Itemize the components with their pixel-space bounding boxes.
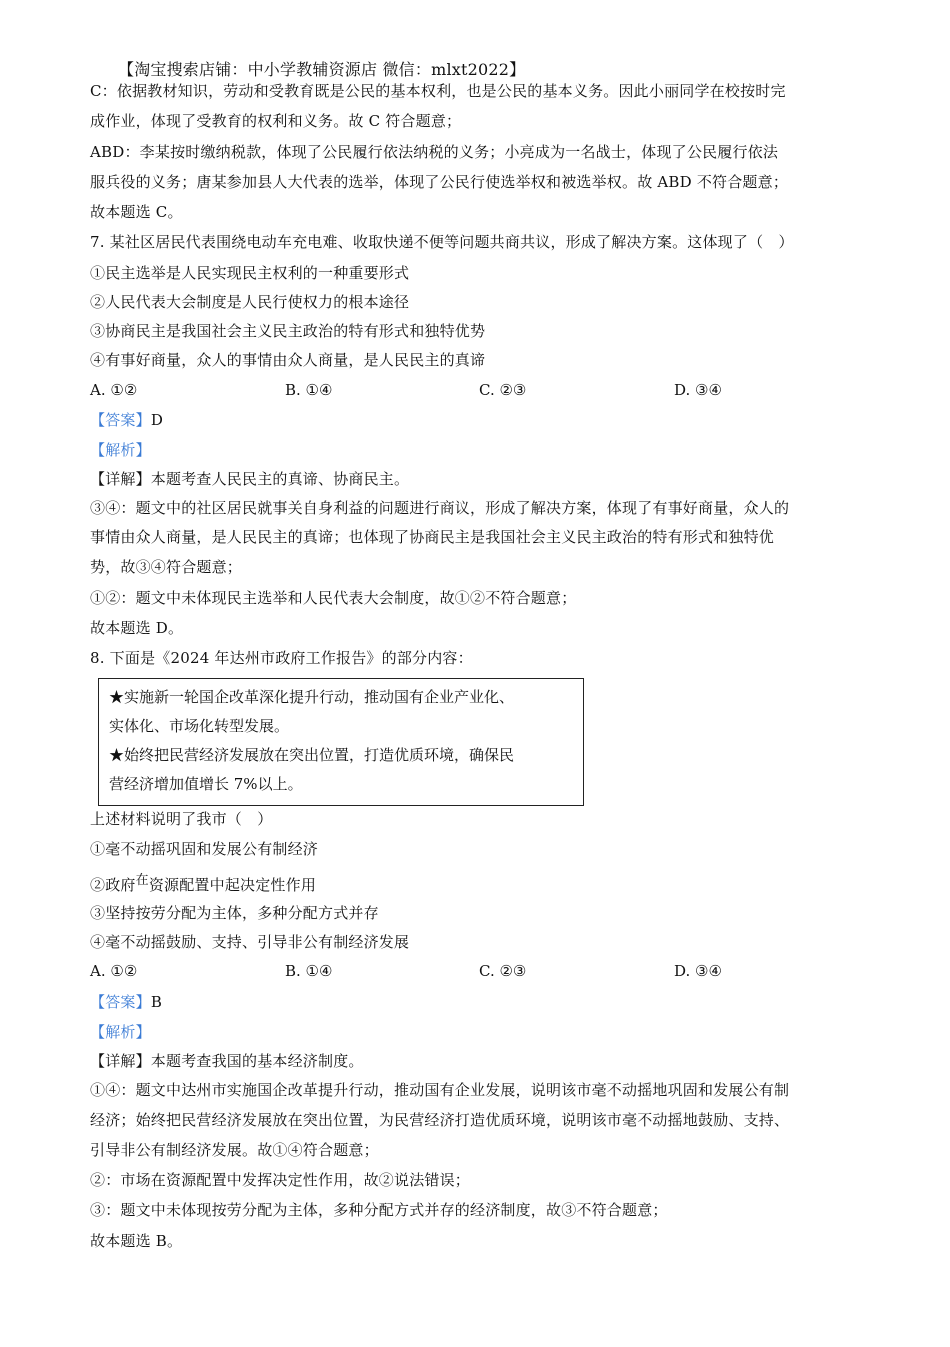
q8-statement-1: ①毫不动摇巩固和发展公有制经济 bbox=[90, 840, 319, 858]
q8-explanation-line: 引导非公有制经济发展。故①④符合题意； bbox=[90, 1141, 379, 1159]
q8-material-box bbox=[98, 678, 584, 806]
q8-explanation-line: ③：题文中未体现按劳分配为主体，多种分配方式并存的经济制度，故③不符合题意； bbox=[90, 1201, 668, 1219]
watermark-header: 【淘宝搜索店铺：中小学教辅资源店 微信：mlxt2022】 bbox=[118, 60, 526, 79]
q8-statement-4: ④毫不动摇鼓励、支持、引导非公有制经济发展 bbox=[90, 933, 410, 951]
q7-detail: 【详解】本题考查人民民主的真谛、协商民主。 bbox=[90, 470, 410, 488]
q7-explanation-line: ③④：题文中的社区居民就事关自身利益的问题进行商议，形成了解决方案，体现了有事好商量，众人的 bbox=[90, 499, 790, 517]
q8-stem: 8. 下面是《2024 年达州市政府工作报告》的部分内容： bbox=[90, 649, 473, 667]
material-line: 营经济增加值增长 7%以上。 bbox=[109, 775, 303, 793]
answer-value: D bbox=[150, 411, 164, 429]
q6-explanation-line: ABD：李某按时缴纳税款，体现了公民履行依法纳税的义务；小亮成为一名战士，体现了公民履行依法 bbox=[90, 143, 779, 161]
q8-explanation-line: 经济；始终把民营经济发展放在突出位置，为民营经济打造优质环境，说明该市毫不动摇地鼓励、支持、 bbox=[90, 1111, 790, 1129]
q8-option-c: C. ②③ bbox=[479, 962, 527, 980]
q8-statement-3: ③坚持按劳分配为主体，多种分配方式并存 bbox=[90, 904, 379, 922]
q8-option-d: D. ③④ bbox=[674, 962, 722, 980]
q8-statement-2: ②政府在资源配置中起决定性作用 bbox=[90, 873, 317, 894]
q7-conclusion: 故本题选 D。 bbox=[90, 619, 184, 637]
q7-statement-3: ③协商民主是我国社会主义民主政治的特有形式和独特优势 bbox=[90, 322, 486, 340]
material-line: ★实施新一轮国企改革深化提升行动，推动国有企业产业化、 bbox=[109, 688, 515, 706]
q8-detail: 【详解】本题考查我国的基本经济制度。 bbox=[90, 1052, 364, 1070]
q8-conclusion: 故本题选 B。 bbox=[90, 1232, 183, 1250]
q7-statement-4: ④有事好商量，众人的事情由众人商量，是人民民主的真谛 bbox=[90, 351, 486, 369]
material-line: ★始终把民营经济发展放在突出位置，打造优质环境，确保民 bbox=[109, 746, 515, 764]
q7-analysis-label: 【解析】 bbox=[90, 441, 151, 459]
q8-option-a: A. ①② bbox=[90, 962, 138, 980]
q8-prompt: 上述材料说明了我市（ ） bbox=[90, 810, 273, 828]
q7-option-c: C. ②③ bbox=[479, 381, 527, 399]
material-line: 实体化、市场化转型发展。 bbox=[109, 717, 290, 735]
q7-statement-2: ②人民代表大会制度是人民行使权力的根本途径 bbox=[90, 293, 410, 311]
q7-statement-1: ①民主选举是人民实现民主权利的一种重要形式 bbox=[90, 264, 410, 282]
answer-label: 【答案】 bbox=[90, 411, 151, 429]
q7-stem: 7. 某社区居民代表围绕电动车充电难、收取快递不便等问题共商共议，形成了解决方案。这体现了（ ） bbox=[90, 233, 794, 251]
q7-option-a: A. ①② bbox=[90, 381, 138, 399]
answer-label: 【答案】 bbox=[90, 993, 151, 1011]
q6-conclusion: 故本题选 C。 bbox=[90, 203, 183, 221]
q6-explanation-line: 服兵役的义务；唐某参加县人大代表的选举，体现了公民行使选举权和被选举权。故 ABD 不符合题意； bbox=[90, 173, 789, 191]
q7-explanation-line: 事情由众人商量，是人民民主的真谛；也体现了协商民主是我国社会主义民主政治的特有形式和独特优 bbox=[90, 528, 775, 546]
q8-explanation-line: ②：市场在资源配置中发挥决定性作用，故②说法错误； bbox=[90, 1171, 471, 1189]
q8-answer bbox=[90, 992, 162, 1012]
q6-explanation-line: 成作业，体现了受教育的权利和义务。故 C 符合题意； bbox=[90, 112, 462, 130]
q7-explanation-line: 势，故③④符合题意； bbox=[90, 558, 243, 576]
q7-explanation-line: ①②：题文中未体现民主选举和人民代表大会制度，故①②不符合题意； bbox=[90, 589, 577, 607]
q8-analysis-label: 【解析】 bbox=[90, 1023, 151, 1041]
q7-answer bbox=[90, 410, 163, 430]
q6-explanation-line: C：依据教材知识，劳动和受教育既是公民的基本权利，也是公民的基本义务。因此小丽同学在校按时完 bbox=[90, 82, 786, 100]
q8-option-b: B. ①④ bbox=[285, 962, 333, 980]
q7-option-d: D. ③④ bbox=[674, 381, 722, 399]
q8-explanation-line: ①④：题文中达州市实施国企改革提升行动，推动国有企业发展，说明该市毫不动摇地巩固和发展公有制 bbox=[90, 1081, 790, 1099]
answer-value: B bbox=[150, 993, 163, 1011]
q7-option-b: B. ①④ bbox=[285, 381, 333, 399]
